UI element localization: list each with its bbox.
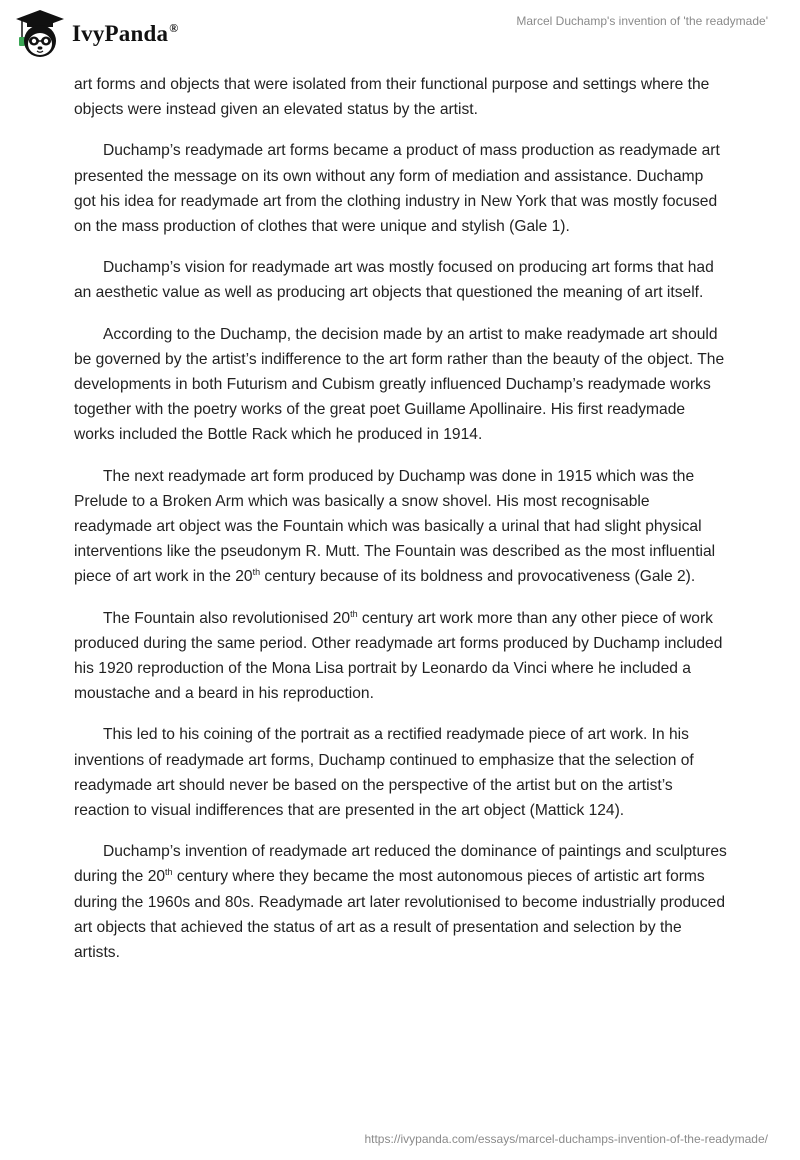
paragraph: This led to his coining of the portrait as a rectified readymade piece of art work. In his inventions of readymade art forms, Duchamp continued to emphasize that the selection of readymade art should never be based on the perspective of the artist but on the artist’s reaction to visual indifferences that are presented in the art object (Mattick 124). bbox=[74, 726, 694, 820]
paragraph: The Fountain also revolutionised 20th century art work more than any other piece of work produced during the same period. Other readymade art forms produced by Duchamp included his 1920 reproduction of the Mona Lisa portrait by Leonardo da Vinci where he included a moustache and a beard in his reproduction. bbox=[74, 608, 723, 703]
paragraph: Duchamp’s readymade art forms became a product of mass production as readymade art presented the message on its own without any form of mediation and assistance. Duchamp got his idea for readymade art from the clothing industry in New York that was mostly focused on the mass production of clothes that were unique and stylish (Gale 1). bbox=[74, 142, 720, 236]
paragraph: Duchamp’s invention of readymade art reduced the dominance of paintings and sculptures during the 20th century where they became the most autonomous pieces of artistic art forms during the 1960s and 80s. Readymade art later revolutionised to become industrially produced art objects that achieved the status of art as a result of presentation and selection by the artists. bbox=[74, 843, 727, 962]
paragraph: art forms and objects that were isolated from their functional purpose and settings where the objects were instead given an elevated status by the artist. bbox=[74, 76, 710, 119]
registered-mark: ® bbox=[169, 21, 179, 36]
panda-graduate-icon bbox=[12, 8, 68, 60]
paragraph: According to the Duchamp, the decision made by an artist to make readymade art should be governed by the artist’s indifference to the art form rather than the beauty of the object. The developments in both Futurism and Cubism greatly influenced Duchamp’s readymade works together with the poetry works of the great poet Guillame Apollinaire. His first readymade works included the Bottle Rack which he produced in 1914. bbox=[74, 325, 725, 444]
source-url-link[interactable]: https://ivypanda.com/essays/marcel-duchamps-invention-of-the-readymade/ bbox=[364, 1132, 768, 1146]
essay-body bbox=[74, 72, 729, 981]
page-header bbox=[0, 0, 800, 70]
paragraph: Duchamp’s vision for readymade art was mostly focused on producing art forms that had an aesthetic value as well as producing art objects that questioned the meaning of art itself. bbox=[74, 259, 714, 302]
brand-name: IvyPanda® bbox=[72, 21, 179, 46]
ordinal-suffix: th bbox=[165, 867, 173, 878]
ordinal-suffix: th bbox=[252, 567, 261, 578]
ordinal-suffix: th bbox=[350, 608, 358, 619]
document-title: Marcel Duchamp's invention of 'the readymade' bbox=[516, 14, 768, 28]
paragraph: The next readymade art form produced by Duchamp was done in 1915 which was the Prelude to a Broken Arm which was basically a snow shovel. His most recognisable readymade art object was the Fountain which was basically a urinal that had slight physical interventions like the pseudonym R. Mutt. The Fountain was described as the most influential piece of art work in the 20th century because of its boldness and provocativeness (Gale 2). bbox=[74, 467, 716, 586]
ivypanda-logo[interactable] bbox=[12, 6, 178, 62]
